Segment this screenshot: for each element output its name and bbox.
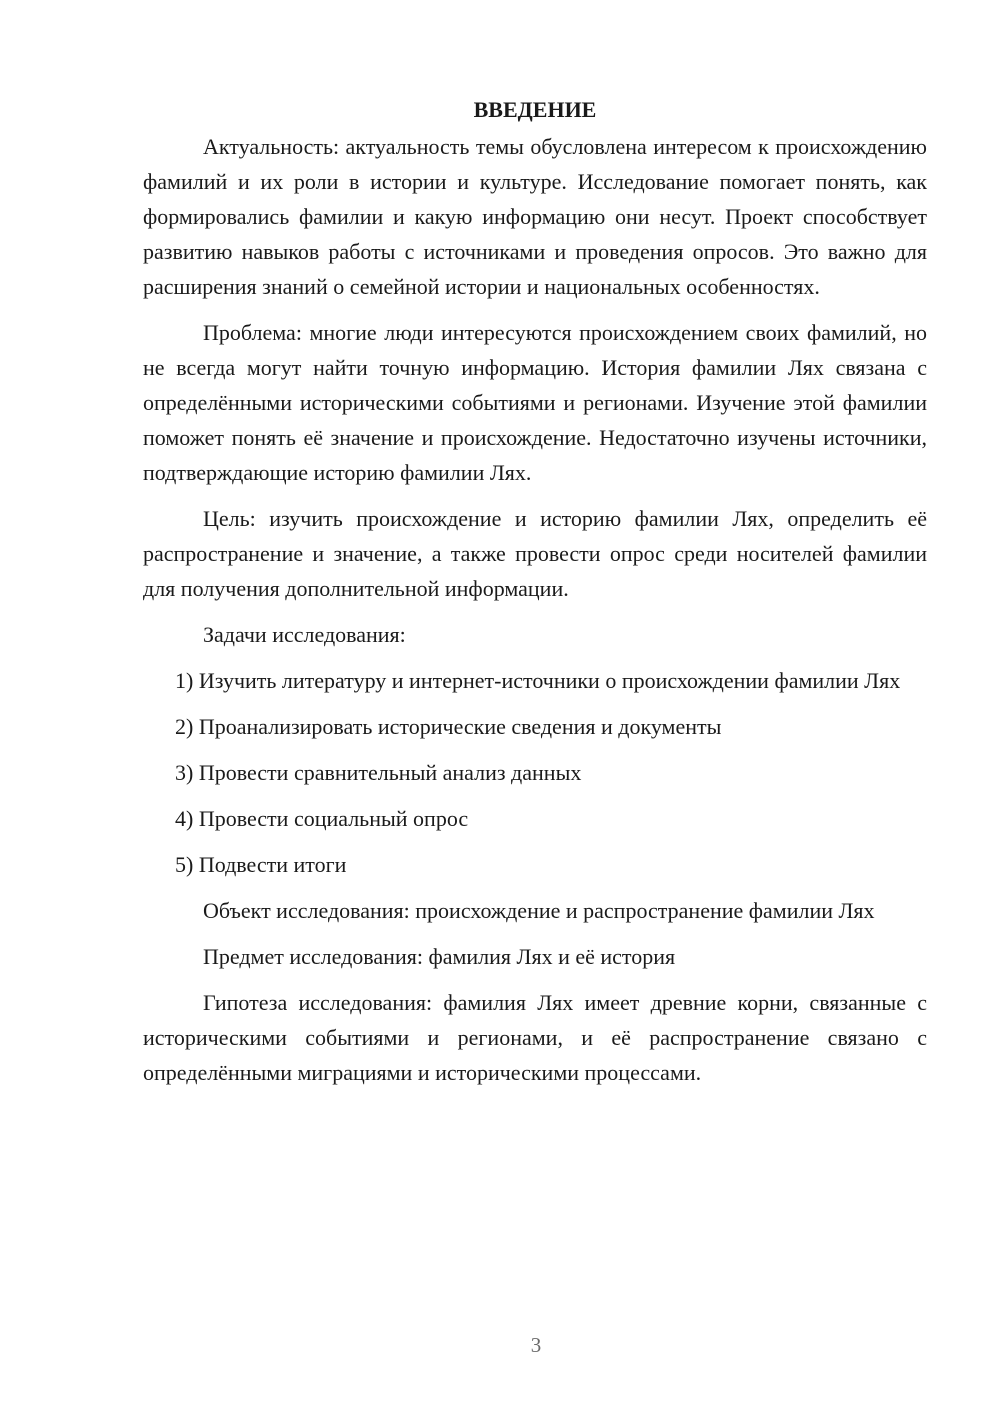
paragraph-object: Объект исследования: происхождение и распространение фамилии Лях [203, 898, 875, 923]
task-item-4: 4) Провести социальный опрос [175, 806, 469, 831]
paragraph-hypothesis: Гипотеза исследования: фамилия Лях имеет древние корни, связанные с историческими событиями и регионами, и её распространение связано с определёнными миграциями и историческими процессами. [143, 990, 927, 1085]
task-item-5: 5) Подвести итоги [175, 852, 347, 877]
task-item-2: 2) Проанализировать исторические сведения и документы [175, 714, 722, 739]
document-body [143, 92, 927, 1090]
section-title: ВВЕДЕНИЕ [473, 97, 597, 122]
task-item-3: 3) Провести сравнительный анализ данных [175, 760, 582, 785]
paragraph-goal: Цель: изучить происхождение и историю фамилии Лях, определить её распространение и значение, а также провести опрос среди носителей фамилии для получения дополнительной информации. [143, 506, 927, 601]
paragraph-relevance: Актуальность: актуальность темы обусловлена интересом к происхождению фамилий и их роли в истории и культуре. Исследование помогает понять, как формировались фамилии и какую информацию они несут. Проект способствует развитию навыков работы с источниками и проведения опросов. Это важно для расширения знаний о семейной истории и национальных особенностях. [143, 134, 927, 299]
tasks-heading: Задачи исследования: [203, 622, 406, 647]
paragraph-subject: Предмет исследования: фамилия Лях и её история [203, 944, 676, 969]
task-item-1: 1) Изучить литературу и интернет-источники о происхождении фамилии Лях [175, 668, 901, 693]
page-number: 3 [530, 1333, 542, 1357]
paragraph-problem: Проблема: многие люди интересуются происхождением своих фамилий, но не всегда могут найти точную информацию. История фамилии Лях связана с определёнными историческими событиями и регионами. Изучение этой фамилии поможет понять её значение и происхождение. Недостаточно изучены источники, подтверждающие историю фамилии Лях. [143, 320, 927, 485]
